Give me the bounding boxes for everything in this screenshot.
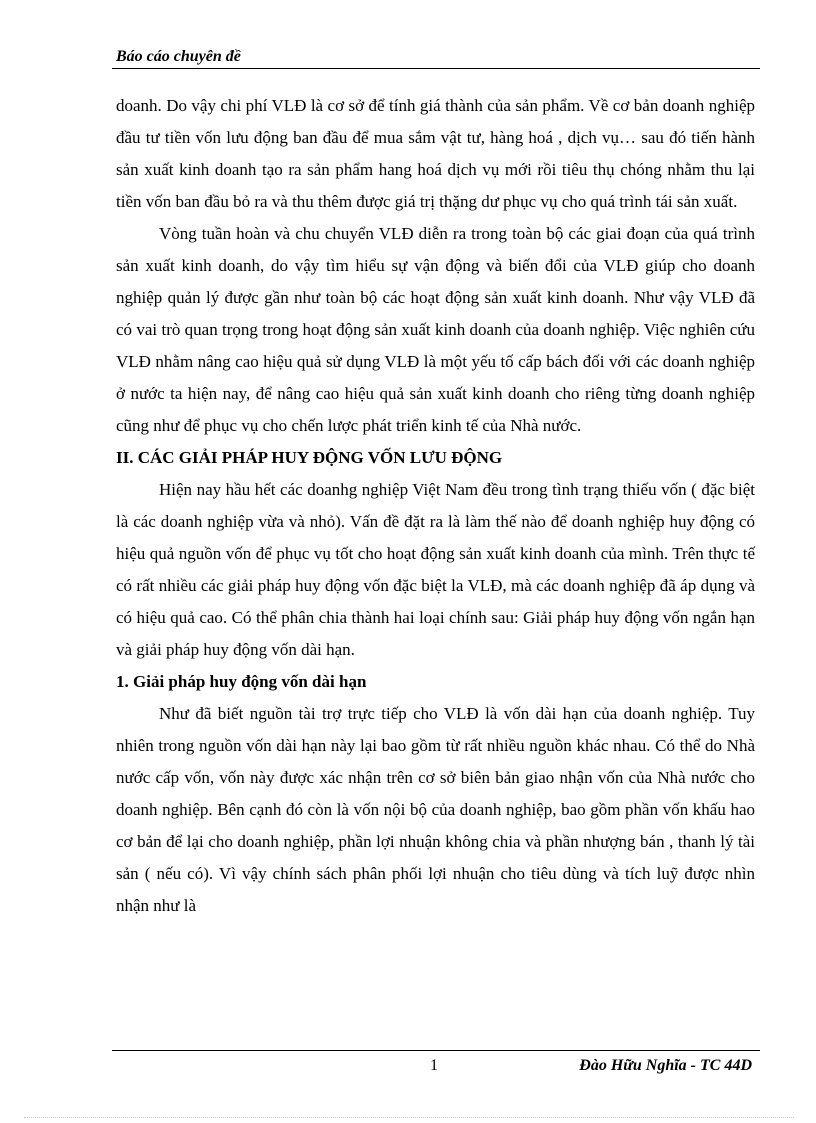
paragraph-vld-circulation: Vòng tuần hoàn và chu chuyển VLĐ diễn ra trong toàn bộ các giai đoạn của quá trình sản xuất kinh doanh, do vậy tìm hiểu sự vận động và biến đổi của VLĐ giúp cho doanh nghiệp quản lý được gần như toàn bộ các hoạt động sản xuất kinh doanh. Như vậy VLĐ đã có vai trò quan trọng trong hoạt động sản xuất kinh doanh của doanh nghiệp. Việc nghiên cứu VLĐ nhằm nâng cao hiệu quả sử dụng VLĐ là một yếu tố cấp bách đối với các doanh nghiệp ở nước ta hiện nay, để nâng cao hiệu quả sản xuất kinh doanh cho riêng từng doanh nghiệp cũng như để phục vụ cho chến lược phát triển kinh tế của Nhà nước. xyxy=(116,224,755,435)
paragraph-capital-shortage: Hiện nay hầu hết các doanhg nghiệp Việt Nam đều trong tình trạng thiếu vốn ( đặc biệt là các doanh nghiệp vừa và nhỏ). Vấn đề đặt ra là làm thế nào để doanh nghiệp huy động có hiệu quả nguồn vốn để phục vụ tốt cho hoạt động sản xuất kinh doanh của mình. Trên thực tế có rất nhiều các giải pháp huy động vốn đặc biệt la VLĐ, mà các doanh nghiệp đã áp dụng và có hiệu quả cao. Có thể phân chia thành hai loại chính sau: Giải pháp huy động vốn ngắn hạn và giải pháp huy động vốn dài hạn. xyxy=(116,480,755,659)
document-header-title: Báo cáo chuyên đề xyxy=(116,48,241,65)
section-heading: II. CÁC GIẢI PHÁP HUY ĐỘNG VỐN LƯU ĐỘNG xyxy=(116,448,503,467)
paragraph-continuation: doanh. Do vậy chi phí VLĐ là cơ sở để tính giá thành của sản phẩm. Về cơ bản doanh nghiệp đầu tư tiền vốn lưu động ban đầu để mua sắm vật tư, hàng hoá , dịch vụ… sau đó tiến hành sản xuất kinh doanh tạo ra sản phẩm hang hoá dịch vụ mới rồi tiêu thụ chóng nhằm thu lại tiền vốn ban đầu bỏ ra và thu thêm được giá trị thặng dư phục vụ cho quá trình tái sản xuất. xyxy=(116,96,755,211)
document-body xyxy=(116,90,755,922)
subsection-heading: 1. Giải pháp huy động vốn dài hạn xyxy=(116,672,367,691)
footer-author: Đào Hữu Nghĩa - TC 44D xyxy=(579,1057,752,1074)
paragraph-long-term-capital: Như đã biết nguồn tài trợ trực tiếp cho VLĐ là vốn dài hạn của doanh nghiệp. Tuy nhiên trong nguồn vốn dài hạn này lại bao gồm từ rất nhiều nguồn khác nhau. Có thể do Nhà nước cấp vốn, vốn này được xác nhận trên cơ sở biên bản giao nhận vốn của Nhà nước cho doanh nghiệp. Bên cạnh đó còn là vốn nội bộ của doanh nghiệp, bao gồm phần vốn khấu hao cơ bản để lại cho doanh nghiệp, phần lợi nhuận không chia và phần nhượng bán , thanh lý tài sản ( nếu có). Vì vậy chính sách phân phối lợi nhuận cho tiêu dùng và tích luỹ được nhìn nhận như là xyxy=(116,704,755,915)
footer-divider xyxy=(112,1050,760,1051)
page-number: 1 xyxy=(430,1057,438,1074)
page-bottom-edge xyxy=(24,1117,794,1118)
header-divider xyxy=(112,68,760,69)
